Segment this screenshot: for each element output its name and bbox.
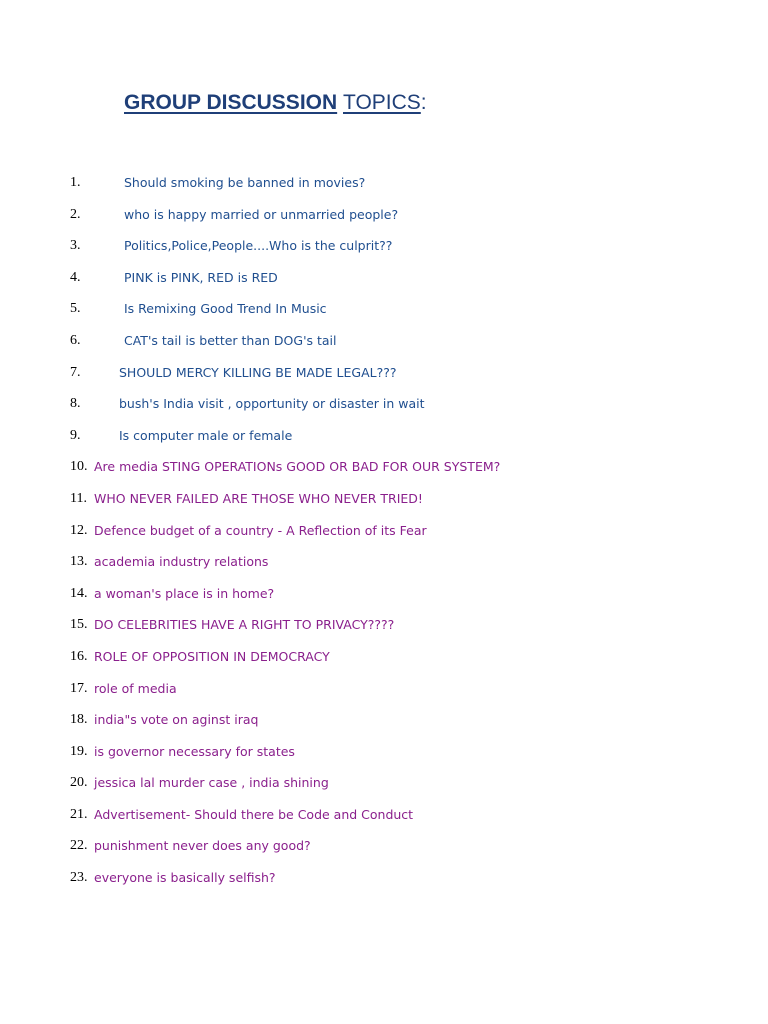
topic-number: 15.	[70, 617, 88, 633]
topic-text: role of media	[94, 680, 177, 696]
topic-number: 1.	[70, 175, 81, 190]
topic-number: 18.	[70, 712, 88, 728]
topic-text: academia industry relations	[94, 554, 269, 570]
list-item	[0, 298, 768, 330]
topic-text: Defence budget of a country - A Reflection of its Fear	[94, 522, 427, 538]
list-item	[0, 741, 768, 773]
topic-number: 4.	[70, 269, 81, 285]
topic-text: SHOULD MERCY KILLING BE MADE LEGAL???	[119, 364, 397, 380]
topic-text: bush's India visit , opportunity or disaster in wait	[119, 396, 425, 412]
list-item	[0, 393, 768, 425]
list-item	[0, 772, 768, 804]
topic-number: 3.	[70, 238, 81, 254]
page-title	[124, 88, 427, 118]
topic-number: 2.	[70, 206, 81, 222]
topic-number: 21.	[70, 806, 88, 822]
topic-number: 20.	[70, 775, 88, 791]
title-sub: TOPICS	[343, 91, 421, 114]
topic-text: a woman's place is in home?	[94, 585, 275, 601]
list-item	[0, 425, 768, 457]
list-item	[0, 235, 768, 267]
list-item	[0, 614, 768, 646]
list-item	[0, 172, 768, 204]
topic-text: who is happy married or unmarried people?	[124, 206, 399, 222]
list-item	[0, 583, 768, 615]
topic-text: PINK is PINK, RED is RED	[124, 269, 278, 285]
list-item	[0, 678, 768, 710]
topic-number: 7.	[70, 364, 81, 380]
topic-number: 22.	[70, 838, 88, 854]
topic-text: is governor necessary for states	[94, 743, 295, 759]
topic-number: 11.	[70, 490, 87, 506]
topic-text: india"s vote on aginst iraq	[94, 712, 259, 728]
topic-text: Is Remixing Good Trend In Music	[124, 301, 327, 317]
topic-text: Is computer male or female	[119, 427, 293, 443]
list-item	[0, 551, 768, 583]
list-item	[0, 488, 768, 520]
list-item	[0, 804, 768, 836]
topic-number: 8.	[70, 396, 81, 412]
topic-text: Advertisement- Should there be Code and Conduct	[94, 806, 414, 822]
topic-number: 19.	[70, 743, 88, 759]
list-item	[0, 867, 768, 899]
topic-number: 16.	[70, 648, 88, 664]
list-item	[0, 362, 768, 394]
topic-text: WHO NEVER FAILED ARE THOSE WHO NEVER TRIED!	[94, 490, 423, 506]
topic-text: Are media STING OPERATIONs GOOD OR BAD FOR OUR SYSTEM?	[94, 459, 501, 475]
topic-number: 12.	[70, 522, 88, 538]
topic-number: 17.	[70, 680, 88, 696]
topic-number: 6.	[70, 332, 81, 348]
topic-list	[0, 172, 768, 899]
list-item	[0, 709, 768, 741]
topic-text: jessica lal murder case , india shining	[94, 775, 329, 791]
title-main: GROUP DISCUSSION	[124, 91, 338, 114]
list-item	[0, 835, 768, 867]
list-item	[0, 456, 768, 488]
topic-number: 9.	[70, 427, 81, 443]
topic-number: 13.	[70, 554, 88, 570]
title-colon: :	[420, 91, 427, 114]
topic-number: 23.	[70, 870, 88, 886]
topic-text: DO CELEBRITIES HAVE A RIGHT TO PRIVACY????	[94, 617, 395, 633]
topic-number: 14.	[70, 585, 88, 601]
list-item	[0, 267, 768, 299]
topic-text: Politics,Police,People....Who is the culprit??	[124, 238, 393, 254]
list-item	[0, 520, 768, 552]
topic-text: Should smoking be banned in movies?	[124, 175, 366, 190]
list-item	[0, 204, 768, 236]
topic-text: punishment never does any good?	[94, 838, 311, 854]
topic-number: 10.	[70, 459, 88, 475]
topic-number: 5.	[70, 301, 81, 317]
topic-text: everyone is basically selfish?	[94, 870, 276, 886]
list-item	[0, 646, 768, 678]
topic-text: CAT's tail is better than DOG's tail	[124, 332, 337, 348]
list-item	[0, 330, 768, 362]
topic-text: ROLE OF OPPOSITION IN DEMOCRACY	[94, 648, 330, 664]
